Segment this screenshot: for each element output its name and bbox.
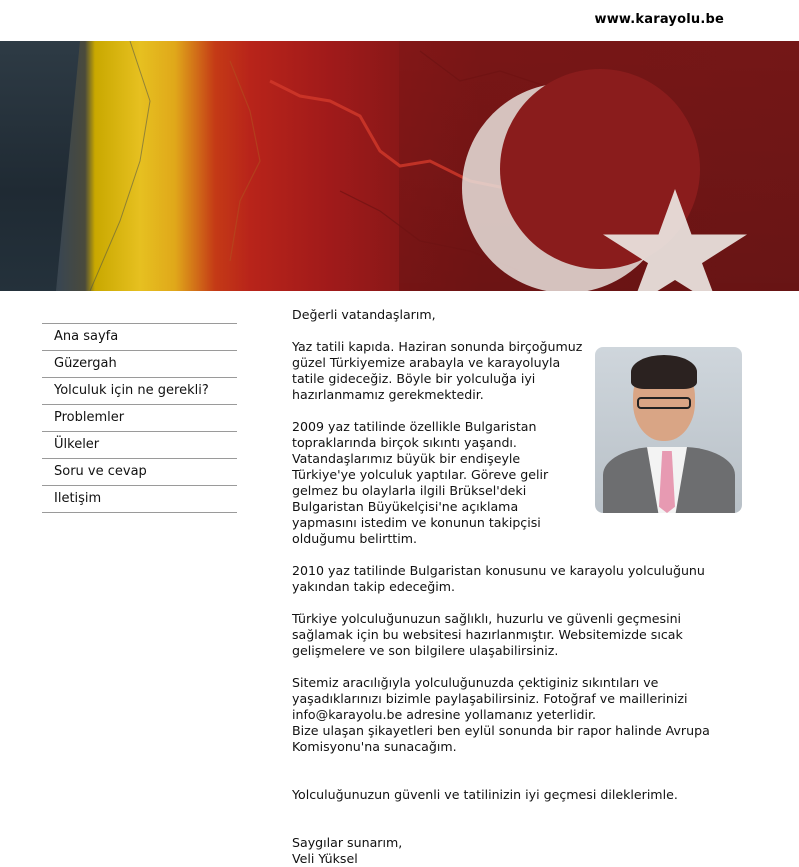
portrait-glasses xyxy=(637,397,691,409)
nav-item-soru-cevap[interactable]: Soru ve cevap xyxy=(42,459,237,486)
portrait-hair xyxy=(631,355,697,389)
sidebar-nav xyxy=(42,323,237,513)
paragraph-1: Yaz tatili kapıda. Haziran sonunda birçoğumuz güzel Türkiyemize arabayla ve karayoluyla tatile gideceğiz. Böyle bir yolculuğa iyi hazırlanmamız gerekmektedir. xyxy=(292,339,583,402)
greeting: Değerli vatandaşlarım, xyxy=(292,307,436,322)
portrait-image xyxy=(595,347,742,513)
paragraph-6: Bize ulaşan şikayetleri ben eylül sonunda bir rapor halinde Avrupa Komisyonu'na sunacağım. xyxy=(292,723,710,754)
paragraph-5: Sitemiz aracılığıyla yolculuğunuzda çektiginiz sıkıntıları ve yaşadıklarınızı bizimle paylaşabilirsiniz. Fotoğraf ve maillerinizi info@karayolu.be adresine yollamanız yeterlidir. xyxy=(292,675,688,722)
site-url[interactable]: www.karayolu.be xyxy=(594,12,724,27)
nav-item-problemler[interactable]: Problemler xyxy=(42,405,237,432)
signature: Veli Yüksel xyxy=(292,851,358,866)
paragraph-2: 2009 yaz tatilinde özellikle Bulgaristan topraklarında birçok sıkıntı yaşandı. Vatandaşlarımız büyük bir endişeyle Türkiye'ye yolculuk yaptılar. Göreve gelir gelmez bu olaylarla ilgili Brüksel'deki Bulgaristan Büyükelçisi'ne açıklama yapmasını istedim ve konunun takipçisi olduğumu belirttim. xyxy=(292,419,549,546)
main-content xyxy=(292,307,732,867)
nav-item-yolculuk[interactable]: Yolculuk için ne gerekli? xyxy=(42,378,237,405)
nav-item-ana-sayfa[interactable]: Ana sayfa xyxy=(42,324,237,351)
nav-item-ulkeler[interactable]: Ülkeler xyxy=(42,432,237,459)
nav-item-guzergah[interactable]: Güzergah xyxy=(42,351,237,378)
closing: Saygılar sunarım, xyxy=(292,835,403,850)
paragraph-7: Yolculuğunuzun güvenli ve tatilinizin iyi geçmesi dileklerimle. xyxy=(292,787,678,802)
paragraph-3: 2010 yaz tatilinde Bulgaristan konusunu ve karayolu yolculuğunu yakından takip edeceğim. xyxy=(292,563,705,594)
header-banner xyxy=(0,41,799,291)
paragraph-4: Türkiye yolculuğunuzun sağlıklı, huzurlu ve güvenli geçmesini sağlamak için bu websitesi hazırlanmıştır. Websitemizde sıcak gelişmelere ve son bilgilere ulaşabilirsiniz. xyxy=(292,611,683,658)
nav-item-iletisim[interactable]: Iletişim xyxy=(42,486,237,513)
